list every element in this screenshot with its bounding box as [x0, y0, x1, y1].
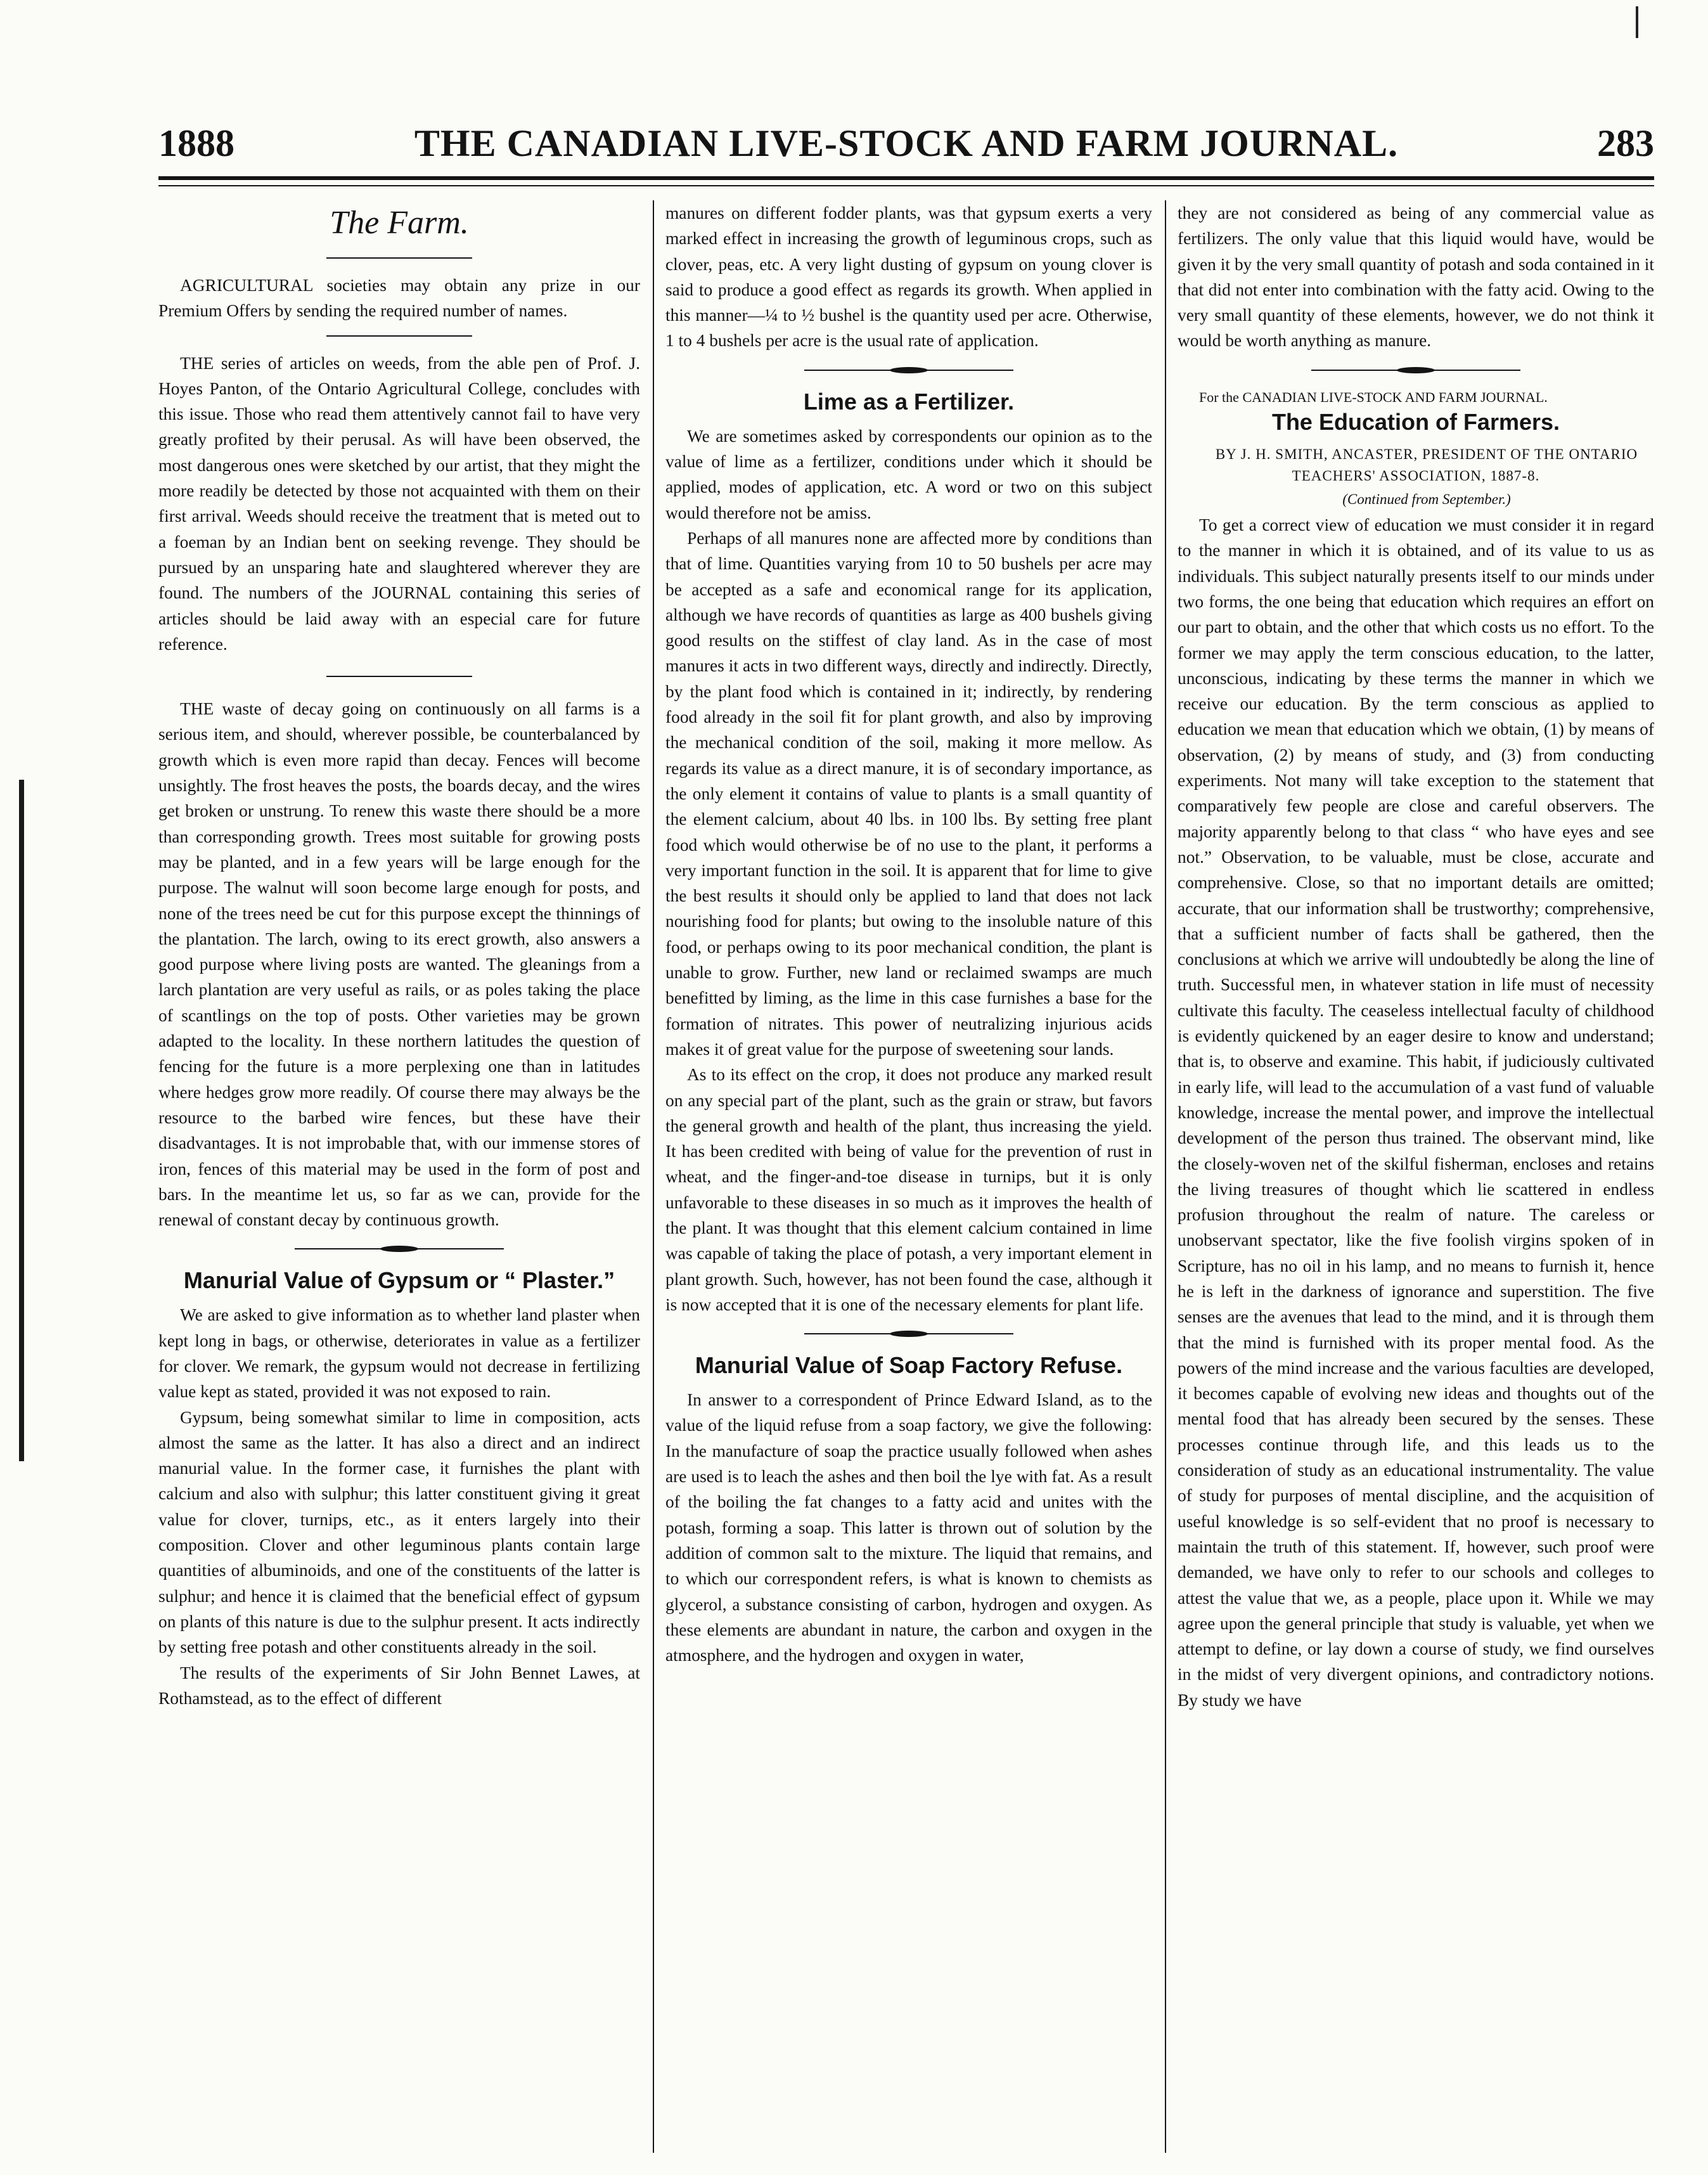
masthead-year: 1888 — [158, 122, 234, 164]
binding-edge-mark — [19, 780, 24, 1461]
page-number: 283 — [1597, 122, 1654, 164]
gypsum-paragraph: We are asked to give information as to whether land plaster when kept long in bags, or otherwise, deteriorates in value as a fertilizer for clover. We remark, the gypsum would not decrease in fertilizing value kept as stated, provided it was not exposed to rain. — [158, 1305, 640, 1402]
masthead-rule-bottom — [158, 185, 1654, 186]
margin-mark — [1636, 6, 1638, 38]
column-divider — [653, 200, 654, 2153]
section-title: The Farm. — [330, 205, 469, 241]
ornamental-divider — [804, 1330, 1013, 1338]
weeds-paragraph: THE series of articles on weeds, from the able pen of Prof. J. Hoyes Panton, of the Ontario Agricultural College, concludes with this issue. Those who read them attentively cannot fail to have very greatly profited by their perusal. As will have been observed, the most dangerous ones were sketched by our artist, that they might the more readily be detected by those not acquainted with them on their first arrival. Weeds should receive the treatment that is meted out to a foeman by an Indian bent on seeking revenge. They should be pursued by an unsparing hate and slaughtered wherever they are found. The numbers of the JOURNAL containing this series of articles should be laid away with an especial care for future reference. — [158, 353, 640, 654]
soap-heading: Manurial Value of Soap Factory Refuse. — [695, 1352, 1123, 1379]
masthead-title: THE CANADIAN LIVE-STOCK AND FARM JOURNAL. — [414, 122, 1399, 164]
gypsum-continued-paragraph: manures on different fodder plants, was that gypsum exerts a very marked effect in increasing the growth of leguminous crops, such as clover, peas, etc. A very light dusting of gypsum on young clover is said to produce a good effect as regards its growth. When applied in this manner—¼ to ½ bushel is the quantity used per acre. Otherwise, 1 to 4 bushels per acre is the usual rate of application. — [665, 203, 1152, 351]
ornamental-divider — [1311, 366, 1520, 374]
gypsum-paragraph: The results of the experiments of Sir John Bennet Lawes, at Rothamstead, as to the effect of different — [158, 1663, 640, 1708]
byline: BY J. H. SMITH, ANCASTER, PRESIDENT OF THE ONTARIO TEACHERS' ASSOCIATION, 1887-8. — [1215, 446, 1638, 484]
notice-paragraph: AGRICULTURAL societies may obtain any prize in our Premium Offers by sending the required number of names. — [158, 276, 640, 321]
masthead — [158, 114, 1654, 172]
column-divider — [1165, 200, 1166, 2153]
ornamental-divider — [804, 366, 1013, 374]
column-1 — [158, 200, 640, 2153]
decay-paragraph: THE waste of decay going on continuously on all farms is a serious item, and should, wherever possible, be counterbalanced by growth which is even more rapid than decay. Fences will become unsightly. The frost heaves the posts, the boards decay, and the wires get broken or unstrung. To renew this waste there should be a more than corresponding growth. Trees most suitable for growing posts may be planted, and in a few years will be large enough for the purpose. The walnut will soon become large enough for posts, and none of the trees need be cut for this purpose except the thinnings of the plantation. The larch, owing to its erect growth, also answers a good purpose where living posts are wanted. The gleanings from a larch plantation are very useful as rails, or as poles taking the place of scantlings on the top of posts. Other varieties may be grown adapted to the locality. In these northern latitudes the question of fencing for the future is a more perplexing one than in latitudes where hedges grow more readily. Of course there may always be the resource to the barbed wire fences, but these have their disadvantages. It is not improbable that, with our immense stores of iron, fences of this material may be used in the form of post and bars. In the meantime let us, so far as we can, provide for the renewal of constant decay by continuous growth. — [158, 699, 640, 1230]
lime-heading: Lime as a Fertilizer. — [803, 388, 1015, 415]
credit-line: For the CANADIAN LIVE-STOCK AND FARM JOURNAL. — [1199, 389, 1548, 405]
separator-rule — [326, 257, 472, 259]
separator-rule — [326, 676, 472, 677]
masthead-rule-top — [158, 176, 1654, 180]
lime-paragraph: Perhaps of all manures none are affected more by conditions than that of lime. Quantities varying from 10 to 50 bushels per acre may be accepted as a safe and economical range for its application, although we have records of quantities as large as 400 bushels giving good results on the stiffest of clay land. As in the case of most manures it acts in two different ways, directly and indirectly. Directly, by the plant food which is contained in it; indirectly, by rendering food already in the soil fit for plant growth, and also by improving the mechanical condition of the soil, making it more mellow. As regards its value as a direct manure, it is of secondary importance, as the only element it contains of value to plants is a small quantity of the element calcium, about 40 lbs. in 100 lbs. By setting free plant food which would otherwise be of no use to the plant, it performs a very important function in the soil. It is apparent that for lime to give the best results it should only be applied to land that does not lack nourishing food for plants; but owing to the insoluble nature of this food, or perhaps owing to its poor mechanical condition, the plant is unable to grow. Further, new land or reclaimed swamps are much benefitted by liming, as the lime in this case furnishes a base for the formation of nitrates. This power of neutralizing injurious acids makes it of great value for the purpose of sweetening sour lands. — [665, 528, 1152, 1059]
education-heading: The Education of Farmers. — [1271, 408, 1560, 435]
lime-paragraph: We are sometimes asked by correspondents our opinion as to the value of lime as a fertilizer, conditions under which it should be applied, modes of application, etc. A word or two on this subject would therefore not be amiss. — [665, 426, 1152, 522]
gypsum-heading: Manurial Value of Gypsum or “ Plaster.” — [183, 1267, 615, 1294]
column-3 — [1178, 200, 1654, 2153]
column-2 — [665, 200, 1152, 2153]
separator-rule — [326, 335, 472, 337]
ornamental-divider — [295, 1245, 504, 1253]
soap-continued-paragraph: they are not considered as being of any commercial value as fertilizers. The only value that this liquid would have, would be given it by the very small quantity of potash and soda contained in it that did not enter into combination with the fatty acid. Owing to the very small quantity of these elements, however, we do not think it would be worth anything as manure. — [1178, 203, 1654, 351]
gypsum-paragraph: Gypsum, being somewhat similar to lime in composition, acts almost the same as the latter. It has also a direct and an indirect manurial value. In the former case, it furnishes the plant with calcium and also with sulphur; this latter constituent giving it great value for clover, turnips, etc., as it enters largely into their composition. Clover and other leguminous plants contain large quantities of albuminoids, and one of the constituents of the latter is sulphur; and hence it is claimed that the beneficial effect of gypsum on plants of this nature is due to the sulphur present. It acts indirectly by setting free potash and other constituents already in the soil. — [158, 1407, 640, 1657]
education-paragraph: To get a correct view of education we must consider it in regard to the manner in which it is obtained, and of its value to us as individuals. This subject naturally presents itself to our minds under two forms, the one being that education which requires an effort on our part to obtain, and the other that which costs us no effort. To the former we may apply the term conscious education, to the latter, unconscious, indicating by these terms the manner in which we receive our education. By the term conscious as applied to education we mean that education which we obtain, (1) by means of observation, (2) by means of study, and (3) from conducting experiments. Not many will take exception to the statement that comparatively few people are close and careful observers. The majority apparently belong to that class “ who have eyes and see not.” Observation, to be valuable, must be close, accurate and comprehensive. Close, so that no important details are omitted; accurate, that our information shall be trustworthy; comprehensive, that a sufficient number of facts shall be gathered, then the conclusions at which we arrive will undoubtedly be along the line of truth. Successful men, in whatever station in life must of necessity cultivate this faculty. The ceaseless intellectual faculty of childhood is evidently quickened by an eager desire to know and understand; that is, to observe and examine. This habit, if judiciously cultivated in early life, will lead to the accumulation of a vast fund of valuable knowledge, increase the mental power, and improve the intellectual development of the person thus trained. The observant mind, like the closely-woven net of the skilful fisherman, encloses and retains the living treasures of thought which lie scattered in endless profusion throughout the realm of nature. The careless or unobservant spectator, like the five foolish virgins spoken of in Scripture, has no oil in his lamp, and no means to furnish it, hence he is left in the darkness of ignorance and superstition. The five senses are the avenues that lead to the mind, and it is through them that the mind is furnished with its proper mental food. As the powers of the mind increase and the various faculties are developed, it becomes capable of evolving new ideas and thoughts out of the mental food that has already been secured by the senses. These processes continue through life, and this leads us to the consideration of study as an educational instrumentality. The value of study for purposes of mental discipline, and the acquisition of useful knowledge is so self-evident that no proof is necessary to maintain the truth of this statement. If, however, such proof were demanded, we have only to refer to our schools and colleges to attest the value that we, as a people, place upon it. While we may agree upon the general principle that study is valuable, yet when we attempt to define, or lay down a course of study, we find ourselves in the midst of very divergent opinions, and contradictory notions. By study we have — [1178, 515, 1654, 1710]
soap-paragraph: In answer to a correspondent of Prince Edward Island, as to the value of the liquid refuse from a soap factory, we give the following: In the manufacture of soap the practice usually followed when ashes are used is to leach the ashes and then boil the lye with fat. As a result of the boiling the fat changes to a fatty acid and unites with the potash, forming a soap. This latter is thrown out of solution by the addition of common salt to the mixture. The liquid that remains, and to which our correspondent refers, is what is known to chemists as glycerol, a substance consisting of carbon, hydrogen and oxygen. As these elements are abundant in nature, the carbon and oxygen in the atmosphere, and the hydrogen and oxygen in water, — [665, 1390, 1152, 1665]
continued-note: (Continued from September.) — [1342, 491, 1511, 507]
lime-paragraph: As to its effect on the crop, it does not produce any marked result on any special part of the plant, such as the grain or straw, but favors the general growth and health of the plant, thus increasing the yield. It has been credited with being of value for the prevention of rust in wheat, and the finger-and-toe disease in turnips, but it is only unfavorable to these diseases in so much as it improves the health of the plant. It was thought that this element calcium contained in lime was capable of taking the place of potash, a very important element in plant growth. Such, however, has not been found the case, although it is now accepted that it is one of the necessary elements for plant life. — [665, 1065, 1152, 1314]
